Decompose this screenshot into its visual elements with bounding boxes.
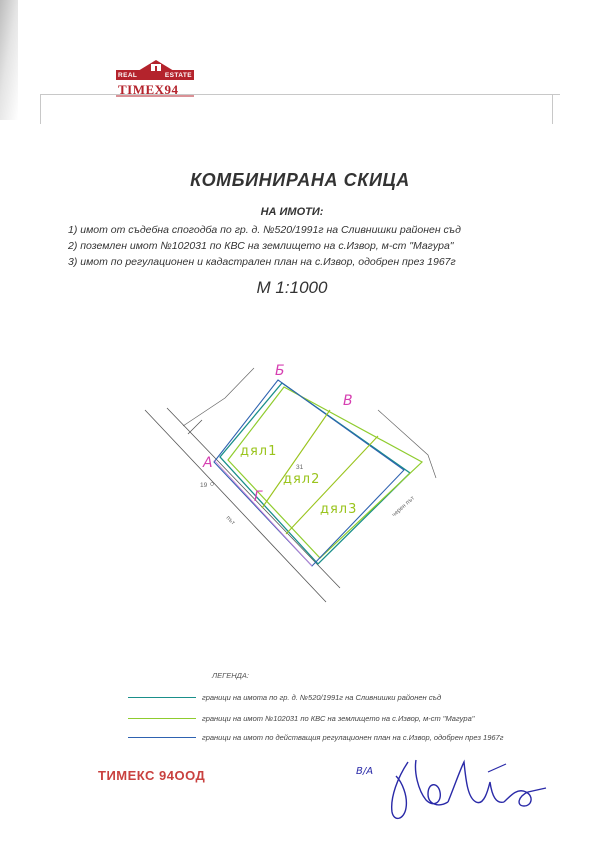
legend-swatch bbox=[128, 737, 196, 738]
neighbour-parcel bbox=[183, 368, 436, 478]
legend-text: граници на имот по действащия регулационен план на с.Извор, одобрен през 1967г bbox=[202, 733, 504, 742]
company-name: ТИМЕКС 94ООД bbox=[98, 768, 206, 783]
signature-label: В/А bbox=[356, 766, 374, 777]
logo-estate-text: ESTATE bbox=[164, 72, 192, 79]
plot-number: 31 bbox=[296, 464, 304, 471]
legend-swatch bbox=[128, 697, 196, 698]
logo-real-text: REAL bbox=[118, 72, 138, 79]
property-item: 3) имот по регулационен и кадастрален план на с.Извор, одобрен през 1967г bbox=[68, 256, 456, 268]
survey-point-icon bbox=[211, 483, 214, 486]
part-label: дял1 bbox=[240, 444, 278, 459]
legend-text: граници на имота по гр. д. №520/1991г на Сливнишки районен съд bbox=[202, 693, 442, 702]
legend-text: граници на имот №102031 по КВС на землището на с.Извор, м-ст "Магура" bbox=[202, 714, 475, 723]
corner-label-a: А bbox=[203, 455, 213, 471]
property-item: 2) поземлен имот №102031 по КВС на землището на с.Извор, м-ст "Магура" bbox=[68, 240, 454, 252]
corner-label-g: Г bbox=[254, 489, 262, 505]
part-label: дял2 bbox=[283, 472, 321, 487]
field-road-label: черен път bbox=[391, 495, 417, 519]
document-title: КОМБИНИРАНА СКИЦА bbox=[190, 170, 410, 190]
legend-title: ЛЕГЕНДА: bbox=[212, 671, 250, 680]
corner-label-b: Б bbox=[275, 363, 285, 379]
road-label: път bbox=[224, 515, 236, 527]
logo-name: TIMEX94 bbox=[118, 82, 179, 97]
legend-swatch bbox=[128, 718, 196, 719]
scale-label: М 1:1000 bbox=[256, 278, 328, 297]
document-subtitle: НА ИМОТИ: bbox=[260, 206, 324, 218]
property-item: 1) имот от съдебна спогодба по гр. д. №520/1991г на Сливнишки районен съд bbox=[68, 224, 461, 236]
part-label: дял3 bbox=[320, 502, 358, 517]
signature-icon bbox=[368, 742, 568, 832]
corner-label-v: В bbox=[343, 393, 353, 409]
neighbour-number: 19 bbox=[200, 482, 208, 489]
